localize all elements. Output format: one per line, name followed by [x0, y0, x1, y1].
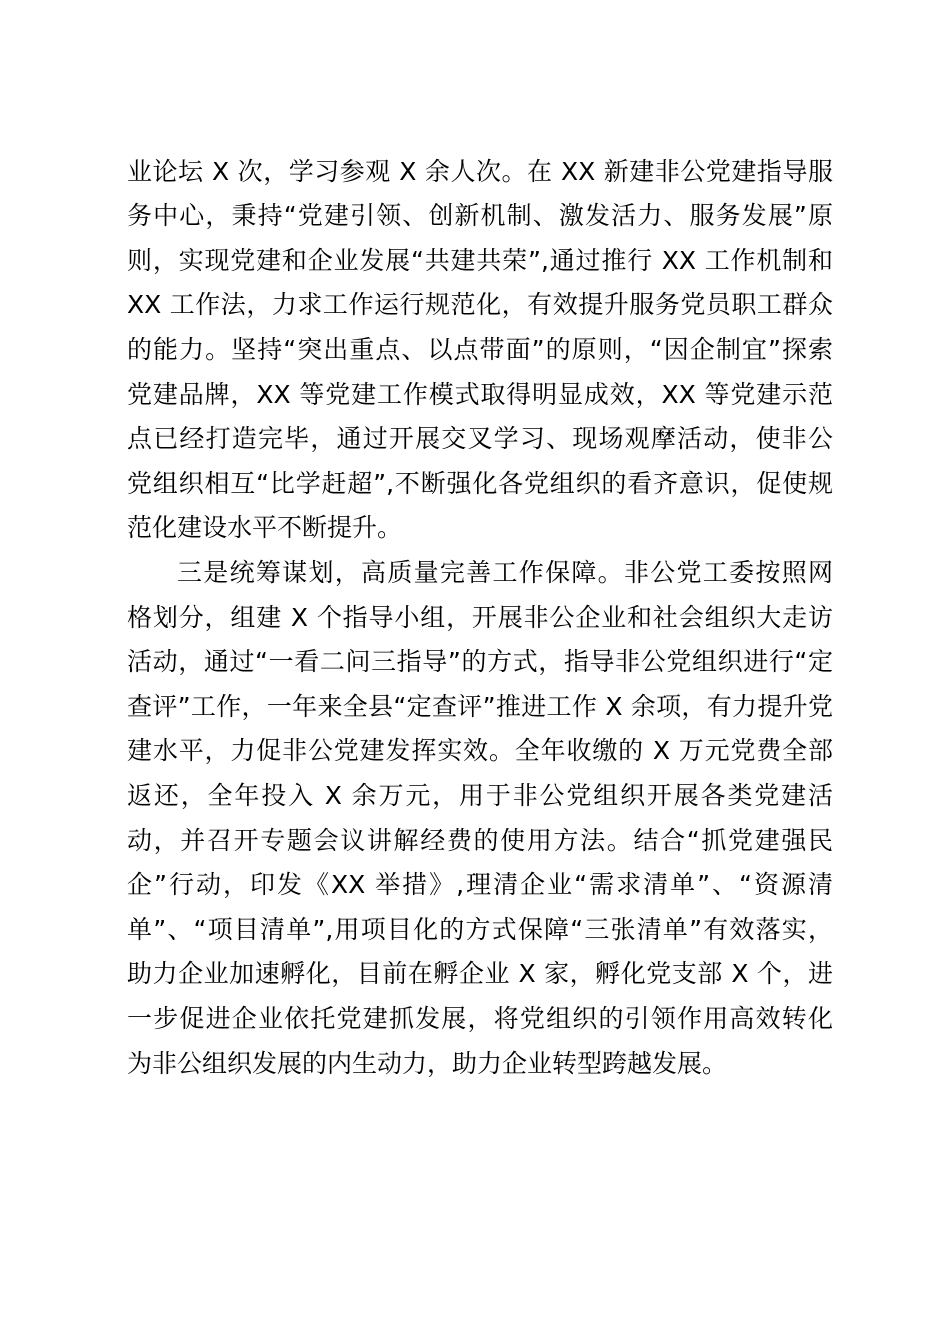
text-line: 单”、“项目清单”,用项目化的方式保障“三张清单”有效落实， [127, 915, 833, 944]
text-line: 党组织相互“比学赶超”,不断强化各党组织的看齐意识，促使规 [127, 469, 833, 498]
text-line: 企”行动，印发《XX 举措》,理清企业“需求清单”、“资源清 [127, 870, 833, 899]
text-line: 则，实现党建和企业发展“共建共荣”,通过推行 XX 工作机制和 [127, 246, 833, 275]
text-line: 活动，通过“一看二问三指导”的方式，指导非公党组织进行“定 [127, 647, 833, 676]
text-line: 范化建设水平不断提升。 [127, 513, 403, 542]
text-line: 为非公组织发展的内生动力，助力企业转型跨越发展。 [127, 1049, 728, 1078]
text-line: 党建品牌，XX 等党建工作模式取得明显成效，XX 等党建示范 [127, 380, 833, 409]
text-line: 点已经打造完毕，通过开展交叉学习、现场观摩活动，使非公 [127, 424, 833, 453]
text-line: XX 工作法，力求工作运行规范化，有效提升服务党员职工群众 [127, 290, 833, 319]
text-line: 的能力。坚持“突出重点、以点带面”的原则，“因企制宜”探索 [127, 335, 833, 364]
text-line: 返还，全年投入 X 余万元，用于非公党组织开展各类党建活 [127, 781, 833, 810]
text-line: 建水平，力促非公党建发挥实效。全年收缴的 X 万元党费全部 [127, 736, 833, 765]
text-line: 三是统筹谋划，高质量完善工作保障。非公党工委按照网 [177, 558, 833, 587]
text-line: 查评”工作，一年来全县“定查评”推进工作 X 余项，有力提升党 [127, 692, 833, 721]
text-line: 动，并召开专题会议讲解经费的使用方法。结合“抓党建强民 [127, 826, 833, 855]
text-line: 一步促进企业依托党建抓发展，将党组织的引领作用高效转化 [127, 1004, 833, 1033]
text-line: 务中心，秉持“党建引领、创新机制、激发活力、服务发展”原 [127, 201, 833, 230]
text-line: 业论坛 X 次，学习参观 X 余人次。在 XX 新建非公党建指导服 [127, 157, 833, 186]
text-line: 格划分，组建 X 个指导小组，开展非公企业和社会组织大走访 [127, 603, 833, 632]
text-line: 助力企业加速孵化，目前在孵企业 X 家，孵化党支部 X 个，进 [127, 959, 833, 988]
